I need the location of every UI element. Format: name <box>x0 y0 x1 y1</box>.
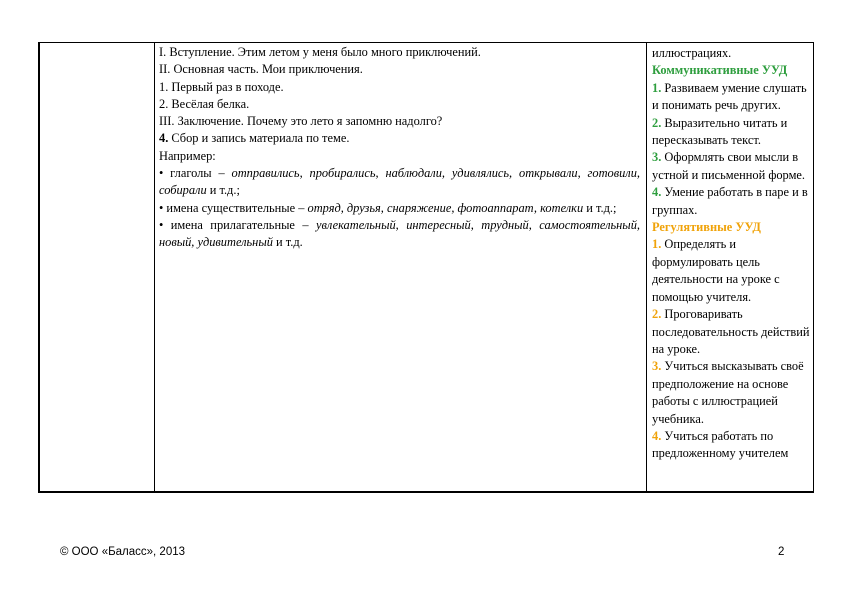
regulative-item-3 <box>652 358 810 428</box>
communicative-item-1 <box>652 80 810 115</box>
verbs-suffix: и т.д.; <box>206 183 240 198</box>
nouns-bullet <box>159 200 640 217</box>
adjectives-examples: увлекательный, интересный, трудный, самостоятельный, новый, удивительный <box>159 217 640 250</box>
task-text: Сбор и запись материала по теме. <box>168 131 350 146</box>
example-label: Например: <box>159 148 216 163</box>
plan-line-main: II. Основная часть. Мои приключения. <box>159 62 363 77</box>
item-number: 1. <box>652 80 662 95</box>
plan-line-intro: I. Вступление. Этим летом у меня было много приключений. <box>159 45 481 59</box>
learning-activities-column <box>652 45 810 463</box>
item-text: Учиться высказывать своё предположение на основе работы с иллюстрацией учебника. <box>652 359 804 426</box>
regulative-item-1 <box>652 236 810 306</box>
nouns-suffix: и т.д.; <box>583 200 617 215</box>
item-text: Выразительно читать и пересказывать текст. <box>652 115 788 148</box>
column-divider-2 <box>646 43 647 491</box>
regulative-item-2 <box>652 306 810 358</box>
regulative-heading: Регулятивные УУД <box>652 220 761 235</box>
task-line <box>159 130 640 147</box>
adjectives-bullet <box>159 217 640 252</box>
item-number: 4. <box>652 428 662 443</box>
item-number: 3. <box>652 150 662 165</box>
item-text: Умение работать в паре и в группах. <box>652 185 808 217</box>
item-number: 2. <box>652 307 662 322</box>
verbs-label: • глаголы – <box>159 166 232 181</box>
lesson-content-column <box>159 44 640 252</box>
nouns-label: • имена существительные – <box>159 200 308 215</box>
communicative-item-4 <box>652 184 810 219</box>
adjectives-label: • имена прилагательные – <box>159 217 316 232</box>
continued-text: иллюстрациях. <box>652 46 732 60</box>
adjectives-suffix: и т.д. <box>272 235 303 250</box>
plan-line-conclusion: III. Заключение. Почему это лето я запомню надолго? <box>159 114 443 129</box>
communicative-heading: Коммуникативные УУД <box>652 63 788 78</box>
item-text: Учиться работать по предложенному учителем <box>652 428 789 461</box>
item-number: 1. <box>652 237 662 252</box>
item-number: 3. <box>652 359 662 374</box>
regulative-item-4 <box>652 428 810 463</box>
column-divider-1 <box>154 43 155 491</box>
communicative-item-2 <box>652 115 810 150</box>
copyright-footer: © ООО «Баласс», 2013 <box>60 546 186 558</box>
item-text: Проговаривать последовательность действий на уроке. <box>652 307 810 356</box>
communicative-item-3 <box>652 149 810 184</box>
item-number: 4. <box>652 185 662 200</box>
task-number: 4. <box>159 131 169 146</box>
verbs-bullet <box>159 165 640 200</box>
item-number: 2. <box>652 115 662 130</box>
plan-line-point-1: 1. Первый раз в походе. <box>159 79 284 94</box>
verbs-examples: отправились, пробирались, наблюдали, удивлялись, открывали, готовили, собирали <box>159 166 640 198</box>
item-text: Оформлять свои мысли в устной и письменной форме. <box>652 150 806 182</box>
plan-line-point-2: 2. Весёлая белка. <box>159 96 250 111</box>
page-number: 2 <box>778 546 785 558</box>
item-text: Развиваем умение слушать и понимать речь других. <box>652 80 807 113</box>
lesson-table <box>38 42 814 493</box>
nouns-examples: отряд, друзья, снаряжение, фотоаппарат, котелки <box>307 200 584 215</box>
item-text: Определять и формулировать цель деятельности на уроке с помощью учителя. <box>652 237 780 304</box>
